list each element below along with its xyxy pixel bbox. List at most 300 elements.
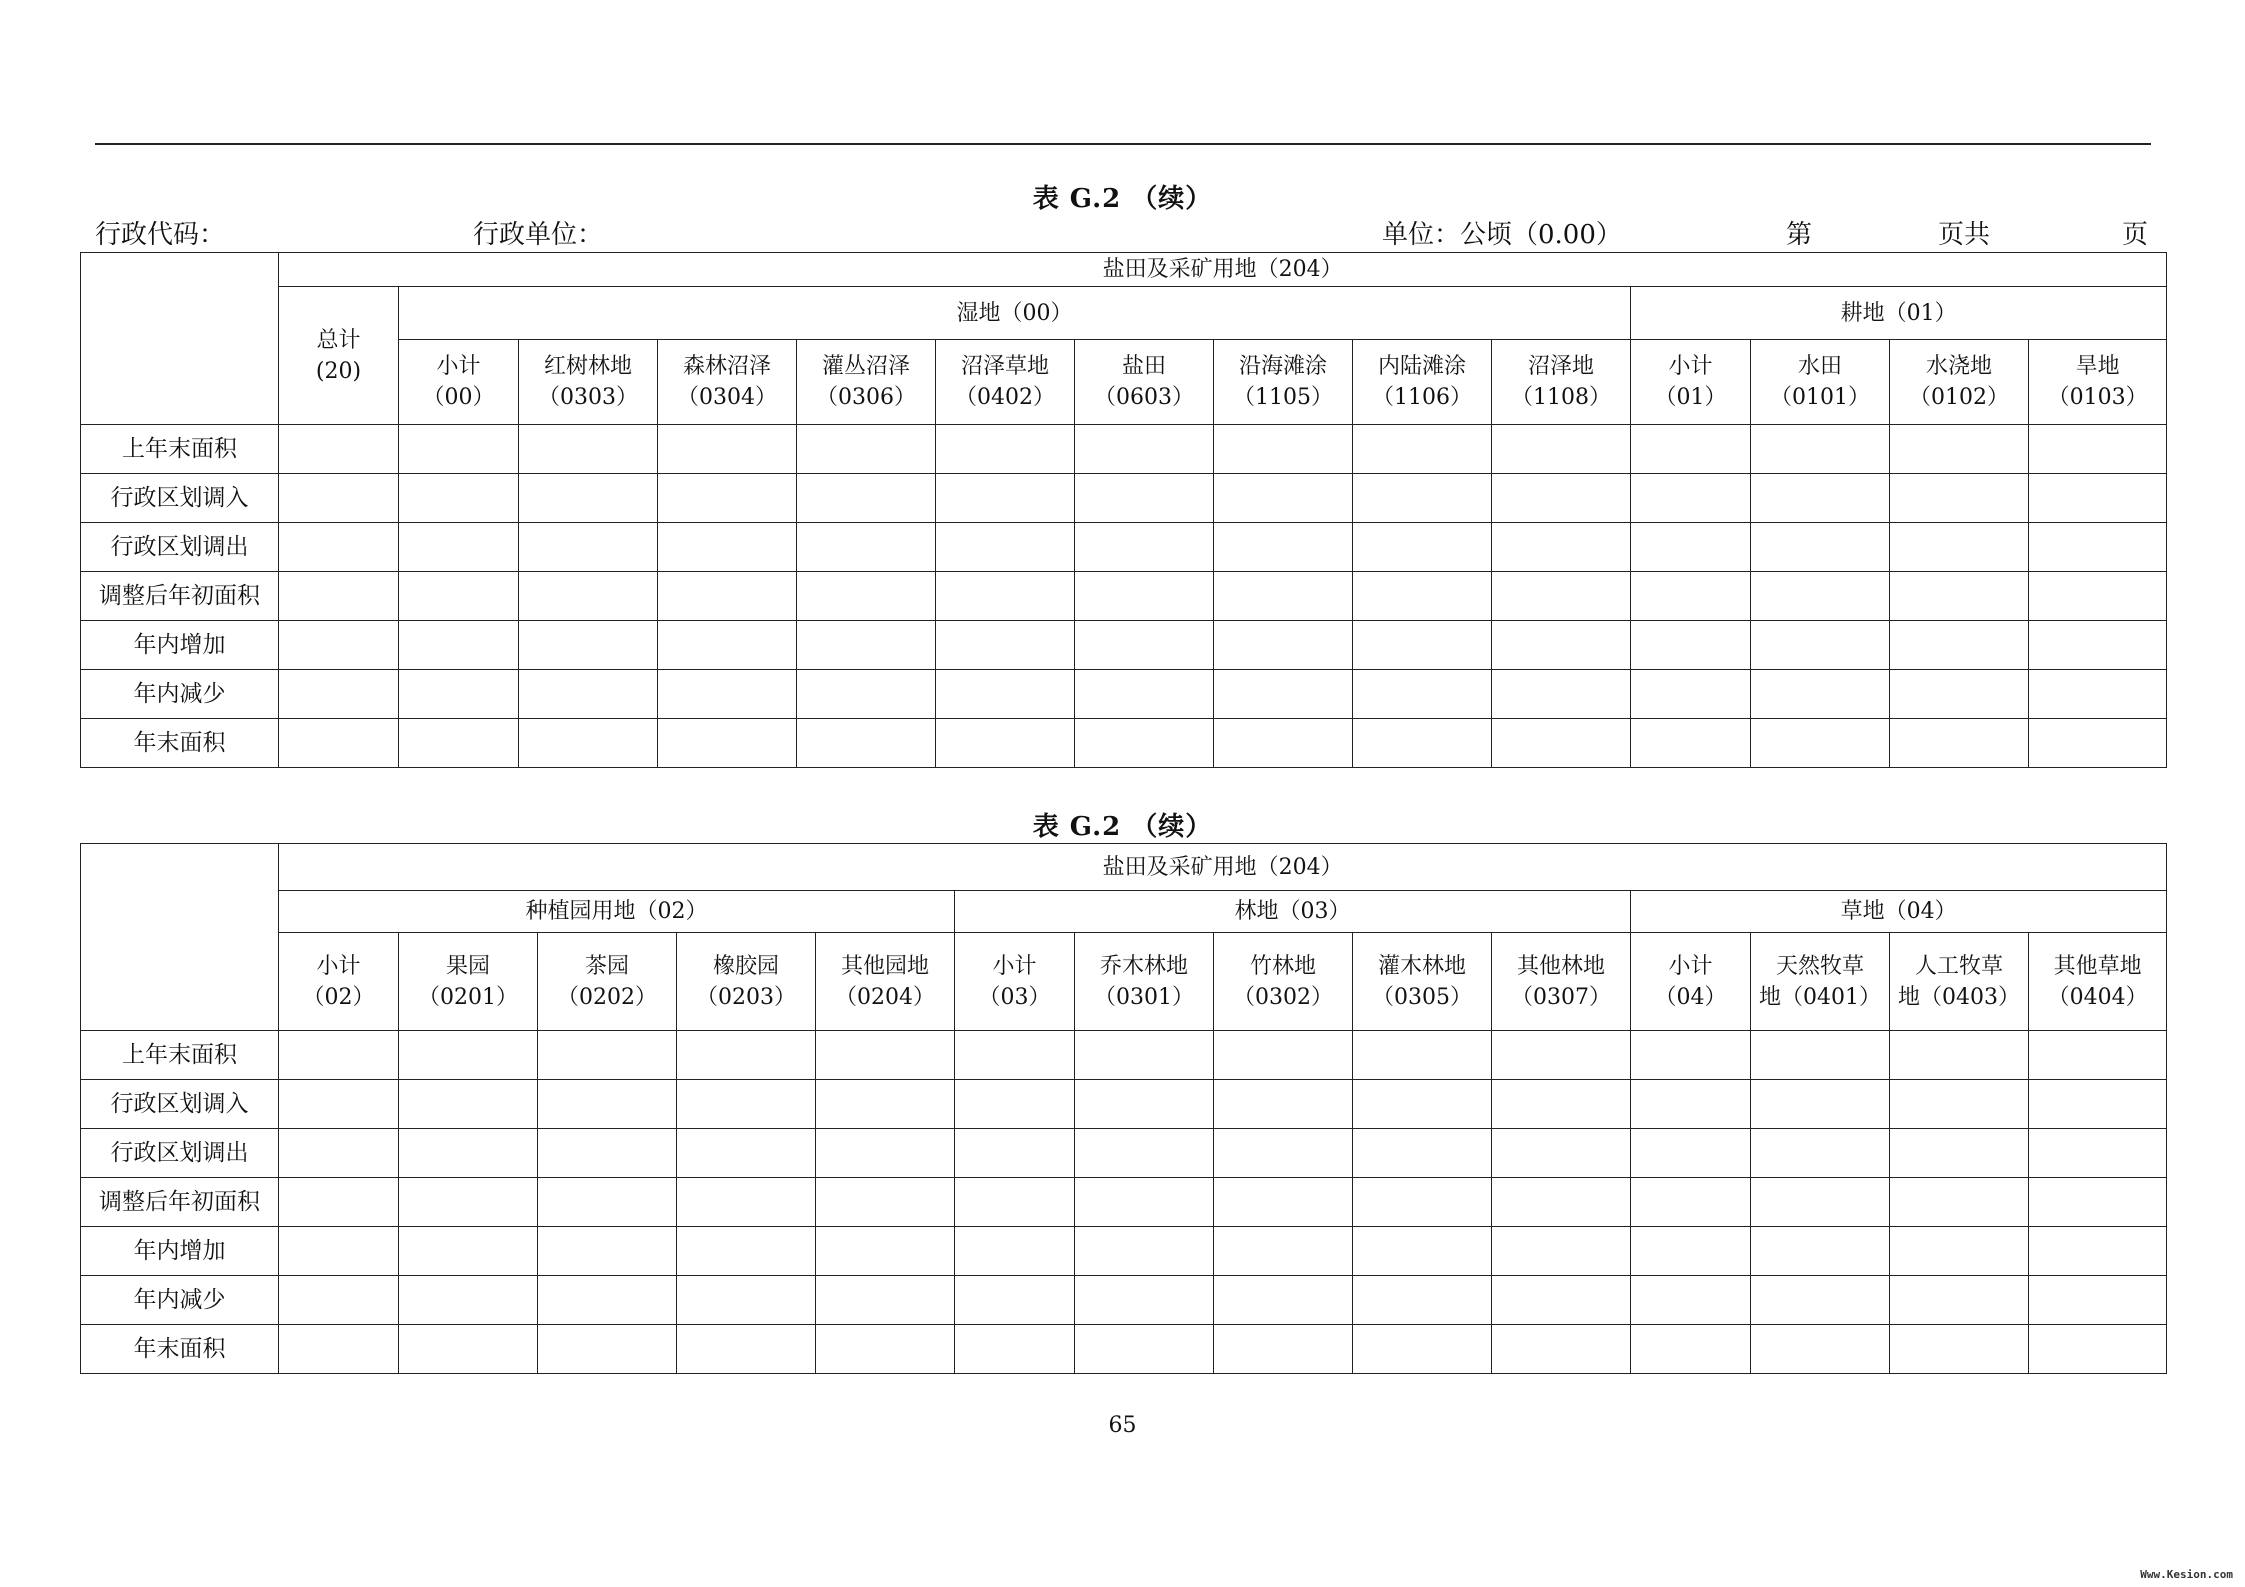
data-cell[interactable] (955, 1129, 1075, 1178)
data-cell[interactable] (1631, 523, 1751, 572)
data-cell[interactable] (797, 719, 936, 768)
row-label: 行政区划调出 (81, 523, 279, 572)
data-cell[interactable] (399, 572, 519, 621)
data-cell[interactable] (1214, 1031, 1353, 1080)
data-cell[interactable] (1492, 523, 1631, 572)
data-cell[interactable] (538, 1080, 677, 1129)
data-cell[interactable] (1075, 670, 1214, 719)
data-cell[interactable] (279, 1031, 399, 1080)
data-cell[interactable] (1751, 523, 1890, 572)
data-cell[interactable] (797, 621, 936, 670)
data-cell[interactable] (816, 1276, 955, 1325)
data-cell[interactable] (1075, 719, 1214, 768)
table-row (81, 621, 2167, 670)
data-cell[interactable] (1075, 1276, 1214, 1325)
table-row (81, 670, 2167, 719)
data-cell[interactable] (399, 719, 519, 768)
column-name: 果园 (445, 953, 490, 979)
data-cell[interactable] (797, 523, 936, 572)
data-cell[interactable] (1214, 1276, 1353, 1325)
data-cell[interactable] (399, 1031, 538, 1080)
column-header (1751, 340, 1890, 425)
data-cell[interactable] (1214, 425, 1353, 474)
table-row (81, 523, 2167, 572)
data-cell[interactable] (1631, 1325, 1751, 1374)
column-code: （0202） (557, 984, 657, 1010)
data-cell[interactable] (1890, 523, 2029, 572)
data-cell[interactable] (399, 670, 519, 719)
data-cell[interactable] (1353, 1227, 1492, 1276)
data-cell[interactable] (279, 621, 399, 670)
column-name: 小计 (436, 354, 481, 379)
data-cell[interactable] (538, 1031, 677, 1080)
data-cell[interactable] (1075, 474, 1214, 523)
data-cell[interactable] (1890, 425, 2029, 474)
data-cell[interactable] (279, 523, 399, 572)
total-column-header (279, 287, 399, 425)
row-label: 年内减少 (81, 1276, 279, 1325)
data-cell[interactable] (936, 474, 1075, 523)
data-cell[interactable] (1214, 572, 1353, 621)
page-number: 65 (1108, 1413, 1137, 1438)
column-name: 其他草地 (2053, 953, 2142, 979)
data-cell[interactable] (936, 670, 1075, 719)
data-cell[interactable] (1890, 1227, 2029, 1276)
data-cell[interactable] (2029, 1080, 2167, 1129)
data-cell[interactable] (399, 1325, 538, 1374)
data-cell[interactable] (1631, 1129, 1751, 1178)
column-header (279, 933, 399, 1031)
data-cell[interactable] (658, 719, 797, 768)
data-cell[interactable] (677, 1276, 816, 1325)
data-cell[interactable] (2029, 1227, 2167, 1276)
row-label: 行政区划调出 (81, 1129, 279, 1178)
row-label: 上年末面积 (81, 425, 279, 474)
data-cell[interactable] (658, 670, 797, 719)
column-header (1492, 933, 1631, 1031)
data-cell[interactable] (816, 1227, 955, 1276)
data-cell[interactable] (2029, 1325, 2167, 1374)
data-cell[interactable] (1353, 1129, 1492, 1178)
data-cell[interactable] (955, 1276, 1075, 1325)
data-cell[interactable] (1492, 1325, 1631, 1374)
table-row (81, 1080, 2167, 1129)
data-cell[interactable] (816, 1129, 955, 1178)
column-header (519, 340, 658, 425)
header-rule (95, 143, 2151, 145)
data-cell[interactable] (797, 425, 936, 474)
data-cell[interactable] (1890, 1325, 2029, 1374)
data-cell[interactable] (399, 474, 519, 523)
data-cell[interactable] (279, 1129, 399, 1178)
data-cell[interactable] (2029, 1178, 2167, 1227)
column-name: 旱地 (2075, 354, 2120, 379)
column-name: 总计 (316, 327, 361, 353)
column-code: （0304） (677, 385, 777, 410)
data-cell[interactable] (1353, 670, 1492, 719)
data-cell[interactable] (1631, 1178, 1751, 1227)
data-cell[interactable] (1751, 1178, 1890, 1227)
column-header (538, 933, 677, 1031)
data-cell[interactable] (519, 425, 658, 474)
data-cell[interactable] (1492, 425, 1631, 474)
data-cell[interactable] (955, 1080, 1075, 1129)
data-cell[interactable] (1890, 1276, 2029, 1325)
data-cell[interactable] (1631, 621, 1751, 670)
data-cell[interactable] (1890, 1129, 2029, 1178)
column-header (1890, 340, 2029, 425)
column-code: （0306） (816, 385, 916, 410)
data-cell[interactable] (677, 1031, 816, 1080)
column-header (1631, 933, 1751, 1031)
data-cell[interactable] (1075, 425, 1214, 474)
data-cell[interactable] (1353, 425, 1492, 474)
column-header (1631, 340, 1751, 425)
top-header: 盐田及采矿用地（204） (279, 253, 2167, 287)
data-cell[interactable] (658, 572, 797, 621)
data-cell[interactable] (1492, 670, 1631, 719)
data-cell[interactable] (1353, 474, 1492, 523)
table-row (81, 1178, 2167, 1227)
data-cell[interactable] (399, 1276, 538, 1325)
data-cell[interactable] (2029, 1129, 2167, 1178)
data-cell[interactable] (936, 572, 1075, 621)
data-cell[interactable] (519, 474, 658, 523)
data-cell[interactable] (1075, 1227, 1214, 1276)
data-cell[interactable] (816, 1178, 955, 1227)
column-name: 竹林地 (1249, 953, 1316, 979)
data-cell[interactable] (519, 621, 658, 670)
column-header (816, 933, 955, 1031)
data-cell[interactable] (1353, 1080, 1492, 1129)
data-cell[interactable] (1353, 1276, 1492, 1325)
table-row (81, 572, 2167, 621)
data-cell[interactable] (1353, 572, 1492, 621)
column-name: 小计 (1668, 354, 1713, 379)
data-cell[interactable] (1214, 1080, 1353, 1129)
table2-caption: 表 G.2 （续） (1032, 812, 1213, 842)
data-cell[interactable] (538, 1227, 677, 1276)
data-cell[interactable] (538, 1129, 677, 1178)
table1 (80, 252, 2167, 768)
page-ye-gong-label: 页共 (1938, 220, 1991, 250)
data-cell[interactable] (955, 1031, 1075, 1080)
data-cell[interactable] (1075, 1080, 1214, 1129)
data-cell[interactable] (658, 523, 797, 572)
data-cell[interactable] (1214, 1178, 1353, 1227)
group-header-wetland: 湿地（00） (399, 287, 1631, 340)
data-cell[interactable] (1353, 1178, 1492, 1227)
column-name: 灌木林地 (1377, 953, 1466, 979)
table-row (81, 474, 2167, 523)
data-cell[interactable] (1075, 621, 1214, 670)
data-cell[interactable] (1492, 1031, 1631, 1080)
data-cell[interactable] (538, 1325, 677, 1374)
column-code: （01） (1654, 385, 1727, 410)
data-cell[interactable] (797, 572, 936, 621)
data-cell[interactable] (2029, 474, 2167, 523)
page-di-label: 第 (1786, 220, 1813, 250)
column-name: 灌丛沼泽 (821, 354, 910, 379)
column-code: （0203） (696, 984, 796, 1010)
data-cell[interactable] (279, 474, 399, 523)
column-code: （0303） (538, 385, 638, 410)
data-cell[interactable] (279, 1178, 399, 1227)
data-cell[interactable] (519, 572, 658, 621)
column-name: 内陆滩涂 (1377, 354, 1466, 379)
column-code: （1108） (1511, 385, 1611, 410)
data-cell[interactable] (1751, 1031, 1890, 1080)
column-name: 小计 (992, 953, 1037, 979)
column-code: （0402） (955, 385, 1055, 410)
data-cell[interactable] (1075, 523, 1214, 572)
column-header (1075, 933, 1214, 1031)
data-cell[interactable] (1492, 1178, 1631, 1227)
data-cell[interactable] (1492, 719, 1631, 768)
column-name: 沼泽草地 (960, 354, 1049, 379)
data-cell[interactable] (399, 425, 519, 474)
data-cell[interactable] (1751, 670, 1890, 719)
table-row (81, 1227, 2167, 1276)
data-cell[interactable] (1751, 719, 1890, 768)
data-cell[interactable] (1492, 621, 1631, 670)
data-cell[interactable] (2029, 1276, 2167, 1325)
data-cell[interactable] (1214, 1129, 1353, 1178)
data-cell[interactable] (1751, 621, 1890, 670)
data-cell[interactable] (279, 1080, 399, 1129)
data-cell[interactable] (399, 1178, 538, 1227)
column-header (399, 933, 538, 1031)
data-cell[interactable] (816, 1031, 955, 1080)
data-cell[interactable] (1631, 572, 1751, 621)
data-cell[interactable] (1751, 572, 1890, 621)
corner-cell (81, 844, 279, 1031)
data-cell[interactable] (658, 474, 797, 523)
data-cell[interactable] (1492, 1227, 1631, 1276)
data-cell[interactable] (1751, 1227, 1890, 1276)
column-header (1751, 933, 1890, 1031)
data-cell[interactable] (1492, 1080, 1631, 1129)
column-name: 红树林地 (543, 354, 632, 379)
column-header (1353, 340, 1492, 425)
data-cell[interactable] (279, 425, 399, 474)
data-cell[interactable] (1631, 670, 1751, 719)
data-cell[interactable] (955, 1227, 1075, 1276)
data-cell[interactable] (1214, 523, 1353, 572)
data-cell[interactable] (1631, 1227, 1751, 1276)
row-label: 行政区划调入 (81, 474, 279, 523)
data-cell[interactable] (1890, 572, 2029, 621)
data-cell[interactable] (1353, 621, 1492, 670)
unit-label: 单位：公顷（0.00） (1382, 220, 1622, 250)
data-cell[interactable] (2029, 621, 2167, 670)
data-cell[interactable] (1751, 474, 1890, 523)
data-cell[interactable] (1353, 1031, 1492, 1080)
column-code: （0307） (1511, 984, 1611, 1010)
column-name: 其他园地 (840, 953, 929, 979)
row-label: 调整后年初面积 (81, 572, 279, 621)
data-cell[interactable] (1075, 1178, 1214, 1227)
data-cell[interactable] (1214, 719, 1353, 768)
column-code: （03） (978, 984, 1051, 1010)
table2 (80, 843, 2167, 1374)
data-cell[interactable] (1631, 719, 1751, 768)
column-header (936, 340, 1075, 425)
column-code: （0201） (418, 984, 518, 1010)
data-cell[interactable] (2029, 1031, 2167, 1080)
data-cell[interactable] (2029, 670, 2167, 719)
admin-unit-label: 行政单位： (473, 220, 604, 250)
column-name: 人工牧草 (1914, 953, 2003, 979)
data-cell[interactable] (279, 1276, 399, 1325)
data-cell[interactable] (399, 1227, 538, 1276)
column-code: （0102） (1909, 385, 2009, 410)
data-cell[interactable] (279, 719, 399, 768)
data-cell[interactable] (279, 1227, 399, 1276)
data-cell[interactable] (2029, 572, 2167, 621)
data-cell[interactable] (519, 523, 658, 572)
table-row (81, 425, 2167, 474)
column-code: （1106） (1372, 385, 1472, 410)
column-header (1353, 933, 1492, 1031)
data-cell[interactable] (519, 670, 658, 719)
data-cell[interactable] (279, 572, 399, 621)
column-header (1492, 340, 1631, 425)
column-header (2029, 340, 2167, 425)
data-cell[interactable] (399, 523, 519, 572)
group-header-cropland: 耕地（01） (1631, 287, 2167, 340)
column-header (1214, 933, 1353, 1031)
data-cell[interactable] (1631, 1276, 1751, 1325)
data-cell[interactable] (677, 1129, 816, 1178)
data-cell[interactable] (677, 1178, 816, 1227)
column-name: 沼泽地 (1527, 354, 1594, 379)
data-cell[interactable] (279, 1325, 399, 1374)
data-cell[interactable] (2029, 719, 2167, 768)
data-cell[interactable] (677, 1080, 816, 1129)
column-code: （0302） (1233, 984, 1333, 1010)
data-cell[interactable] (1353, 1325, 1492, 1374)
data-cell[interactable] (1751, 1325, 1890, 1374)
data-cell[interactable] (677, 1325, 816, 1374)
data-cell[interactable] (1631, 1080, 1751, 1129)
column-code: （0404） (2047, 984, 2148, 1010)
data-cell[interactable] (1890, 474, 2029, 523)
data-cell[interactable] (1214, 621, 1353, 670)
data-cell[interactable] (1751, 425, 1890, 474)
data-cell[interactable] (658, 425, 797, 474)
data-cell[interactable] (1214, 670, 1353, 719)
row-label: 年内增加 (81, 1227, 279, 1276)
column-name: 茶园 (584, 953, 629, 979)
data-cell[interactable] (677, 1227, 816, 1276)
data-cell[interactable] (955, 1178, 1075, 1227)
column-code: （00） (422, 385, 495, 410)
data-cell[interactable] (1492, 1276, 1631, 1325)
column-name: 水田 (1797, 354, 1842, 379)
data-cell[interactable] (399, 621, 519, 670)
data-cell[interactable] (1890, 1178, 2029, 1227)
column-header (955, 933, 1075, 1031)
data-cell[interactable] (519, 719, 658, 768)
column-name: 水浇地 (1925, 354, 1992, 379)
data-cell[interactable] (936, 425, 1075, 474)
data-cell[interactable] (955, 1325, 1075, 1374)
data-cell[interactable] (936, 621, 1075, 670)
data-cell[interactable] (2029, 523, 2167, 572)
data-cell[interactable] (538, 1276, 677, 1325)
column-name: 乔木林地 (1099, 953, 1188, 979)
data-cell[interactable] (1890, 670, 2029, 719)
data-cell[interactable] (399, 1129, 538, 1178)
corner-cell (81, 253, 279, 425)
row-label: 上年末面积 (81, 1031, 279, 1080)
table-row (81, 1031, 2167, 1080)
data-cell[interactable] (1075, 1031, 1214, 1080)
page-ye-label: 页 (2122, 220, 2149, 250)
column-code: （0305） (1372, 984, 1472, 1010)
column-name: 橡胶园 (712, 953, 779, 979)
data-cell[interactable] (936, 719, 1075, 768)
data-cell[interactable] (936, 523, 1075, 572)
data-cell[interactable] (1751, 1080, 1890, 1129)
top-header: 盐田及采矿用地（204） (279, 844, 2167, 891)
data-cell[interactable] (816, 1080, 955, 1129)
data-cell[interactable] (1631, 1031, 1751, 1080)
data-cell[interactable] (1075, 1129, 1214, 1178)
data-cell[interactable] (1353, 523, 1492, 572)
data-cell[interactable] (1890, 1080, 2029, 1129)
column-code: 地（0401） (1759, 984, 1881, 1010)
data-cell[interactable] (1890, 621, 2029, 670)
column-name: 天然牧草 (1775, 953, 1864, 979)
column-code: （0204） (835, 984, 935, 1010)
group-header-grassland: 草地（04） (1631, 891, 2167, 933)
column-name: 森林沼泽 (682, 354, 771, 379)
data-cell[interactable] (816, 1325, 955, 1374)
data-cell[interactable] (1492, 474, 1631, 523)
data-cell[interactable] (1492, 572, 1631, 621)
column-header (1075, 340, 1214, 425)
data-cell[interactable] (1890, 1031, 2029, 1080)
data-cell[interactable] (1075, 1325, 1214, 1374)
row-label: 年末面积 (81, 719, 279, 768)
data-cell[interactable] (279, 670, 399, 719)
data-cell[interactable] (1075, 572, 1214, 621)
data-cell[interactable] (2029, 425, 2167, 474)
data-cell[interactable] (1631, 425, 1751, 474)
data-cell[interactable] (538, 1178, 677, 1227)
data-cell[interactable] (1214, 1325, 1353, 1374)
data-cell[interactable] (1890, 719, 2029, 768)
column-name: 沿海滩涂 (1238, 354, 1327, 379)
data-cell[interactable] (658, 621, 797, 670)
row-label: 年内增加 (81, 621, 279, 670)
column-name: 盐田 (1121, 354, 1166, 379)
data-cell[interactable] (1214, 1227, 1353, 1276)
column-code: （02） (302, 984, 375, 1010)
data-cell[interactable] (1492, 1129, 1631, 1178)
data-cell[interactable] (1751, 1276, 1890, 1325)
data-cell[interactable] (1214, 474, 1353, 523)
data-cell[interactable] (399, 1080, 538, 1129)
data-cell[interactable] (1353, 719, 1492, 768)
data-cell[interactable] (797, 474, 936, 523)
data-cell[interactable] (1631, 474, 1751, 523)
data-cell[interactable] (1751, 1129, 1890, 1178)
data-cell[interactable] (797, 670, 936, 719)
column-code: （1105） (1233, 385, 1333, 410)
